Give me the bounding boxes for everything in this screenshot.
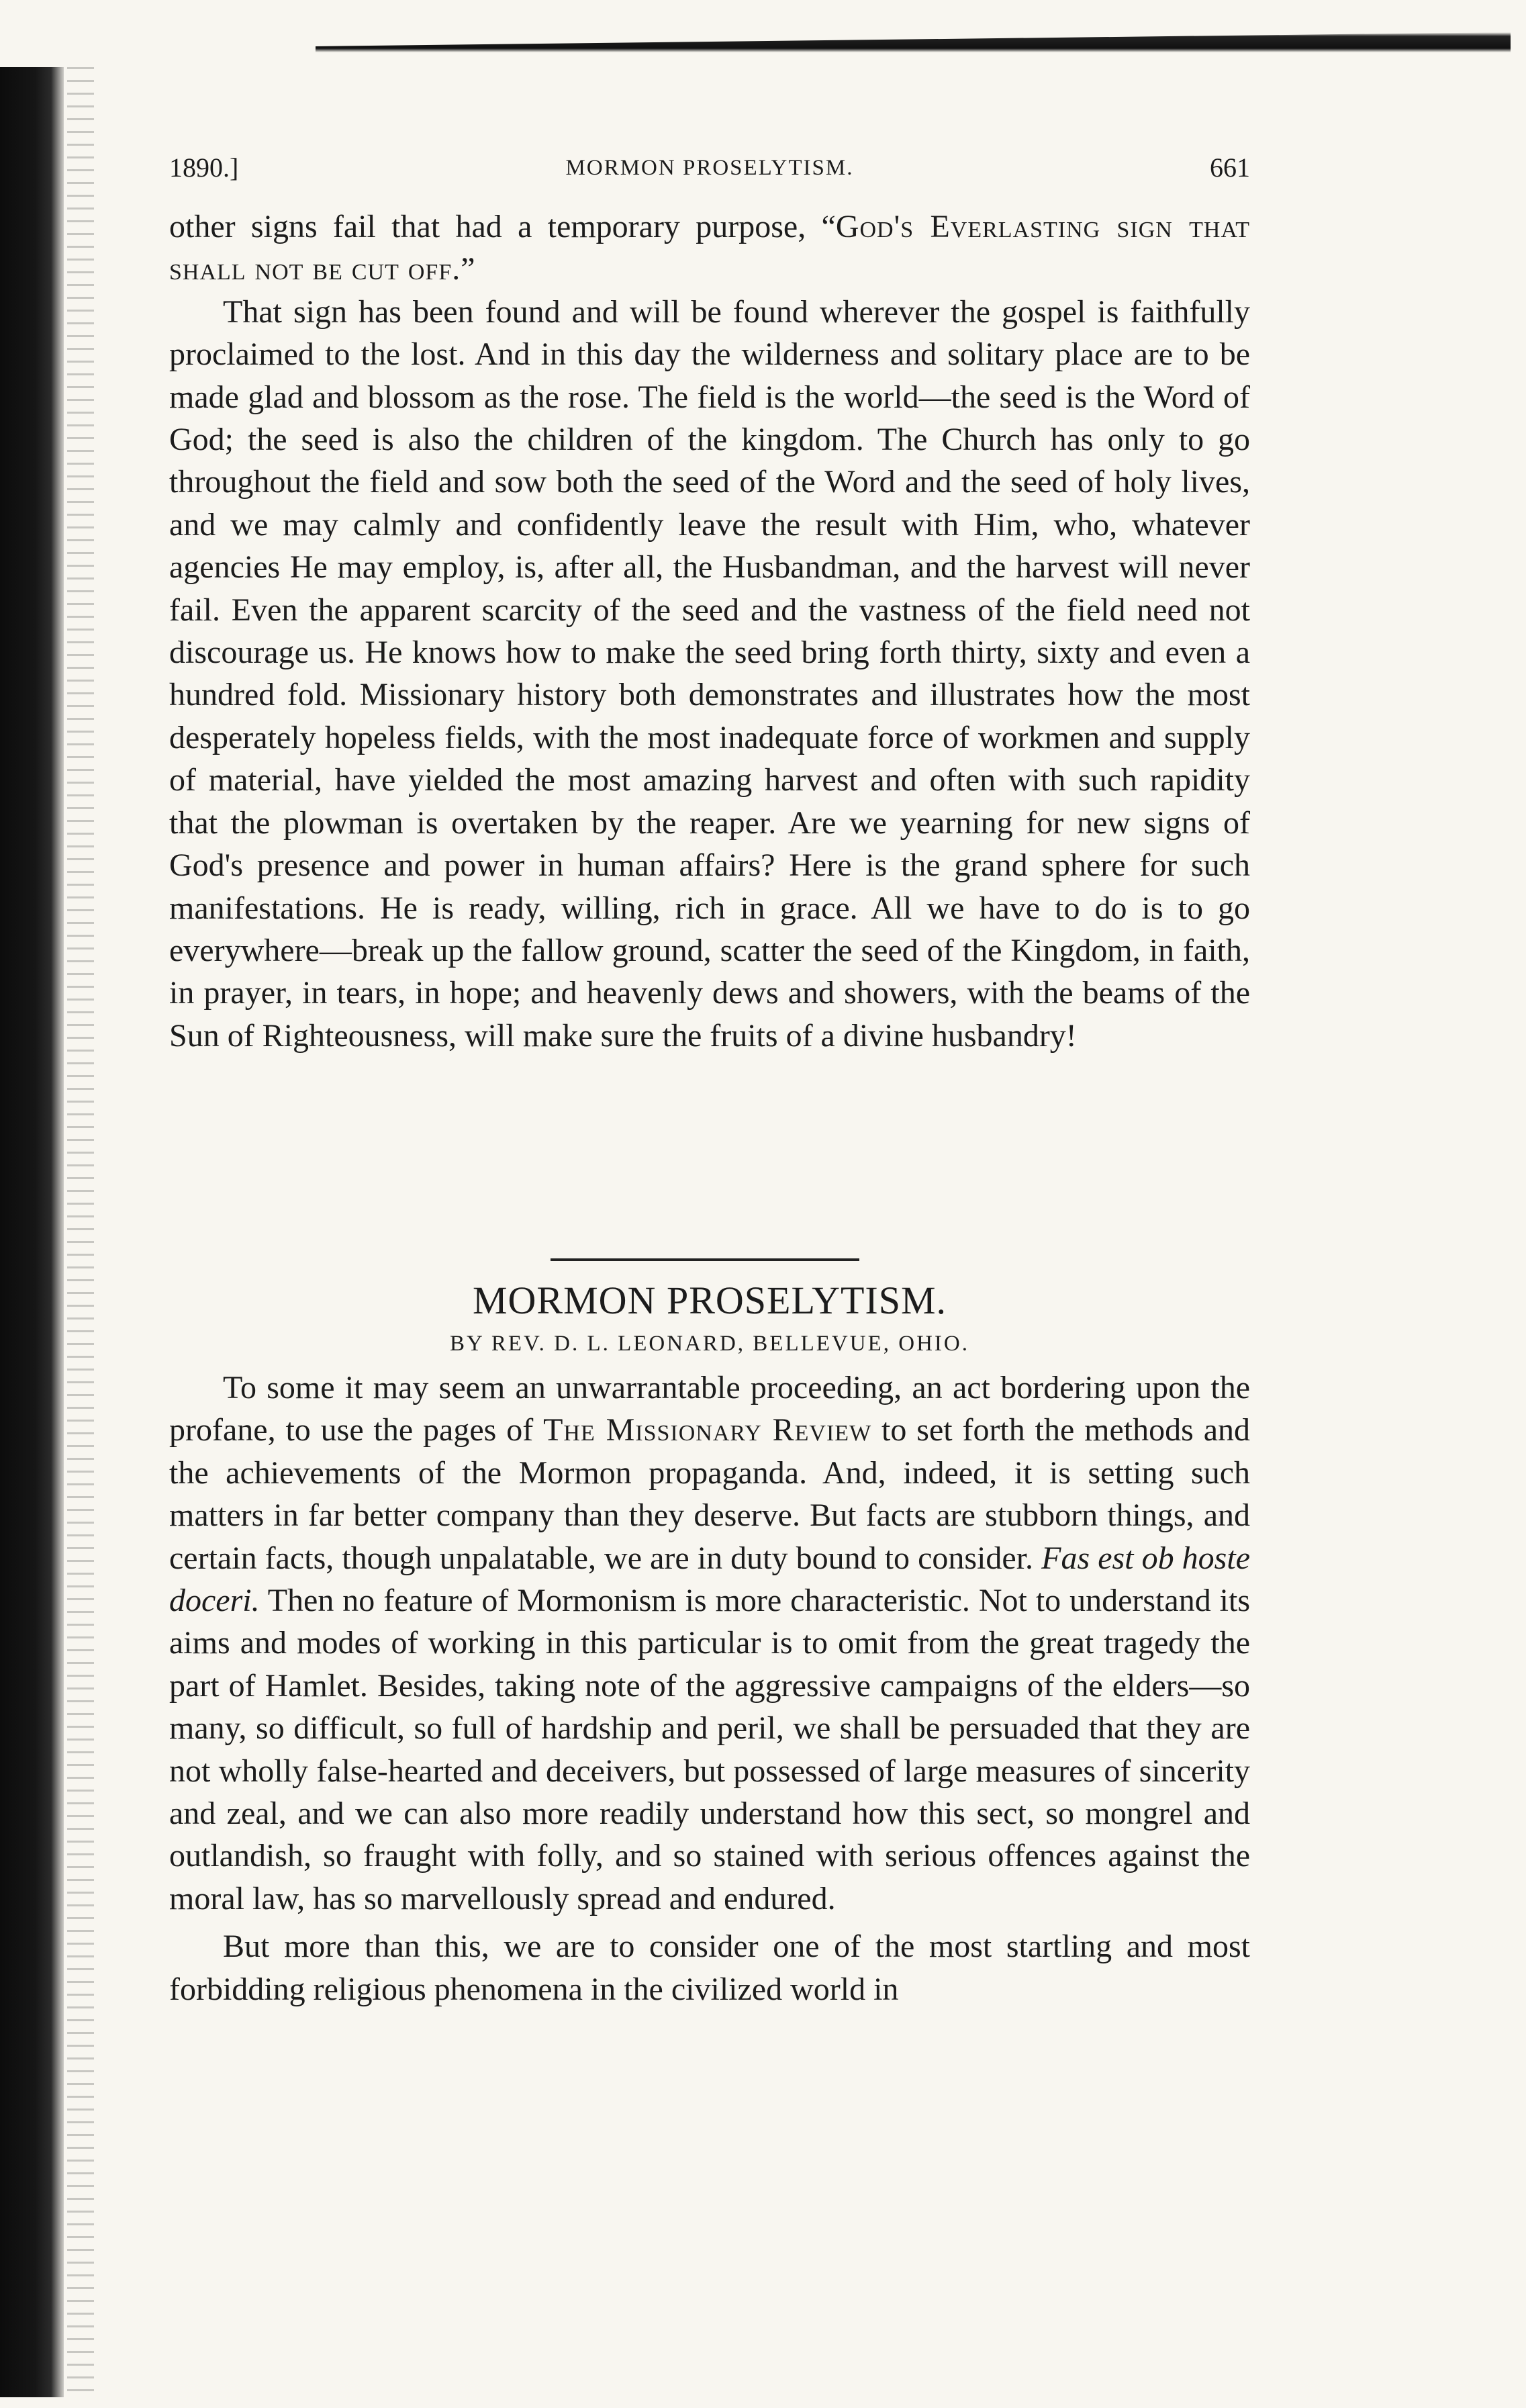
continued-paragraph-2: That sign has been found and will be found wherever the gospel is faithfully proclaimed to the lost. And in this day the wilderness and solitary place are to be made glad and blossom as the rose. The field is the world—the seed is the Word of God; the seed is also the children of the kingdom. The Church has only to go throughout the field and sow both the seed of the Word and the seed of holy lives, and we may calmly and confidently leave the result with Him, who, whatever agencies He may employ, is, after all, the Husbandman, and the harvest will never fail. Even the apparent scarcity of the seed and the vastness of the field need not discourage us. He knows how to make the seed bring forth thirty, sixty and even a hundred fold. Missionary history both demonstrates and illustrates how the most desperately hopeless fields, with the most inadequate force of workmen and supply of material, have yielded the most amazing harvest and often with such rapidity that the plowman is overtaken by the reaper. Are we yearning for new signs of God's presence and power in human affairs? Here is the grand sphere for such manifestations. He is ready, willing, rich in grace. All we have to do is to go everywhere—break up the fallow ground, scatter the seed of the Kingdom, in faith, in prayer, in tears, in hope; and heavenly dews and showers, with the beams of the Sun of Righteousness, will make sure the fruits of a divine husbandry! bbox=[169, 293, 1250, 1054]
article-p1-b: to set forth the methods and the achievements of the Mormon propaganda. And, indeed, it is setting such matters in far better company than they deserve. But facts are stubborn things, and certain facts, though unpalatable, we are in duty bound to consider. bbox=[169, 1412, 1251, 1576]
p1-close-quote: ” bbox=[461, 251, 475, 287]
journal-name: The Missionary Review bbox=[543, 1412, 872, 1448]
book-spine-shadow bbox=[0, 67, 101, 2397]
article-paragraph-2: But more than this, we are to consider one of the most startling and most forbidding religious phenomena in the civilized world in bbox=[169, 1929, 1250, 2007]
p1-line1: other signs fail that had a temporary purpose, “ bbox=[169, 209, 836, 244]
continued-text bbox=[169, 205, 1250, 1057]
article-p1-a: To some it may seem an unwarrantable proceeding, an act bordering upon the profane, to use the pages of bbox=[169, 1370, 1250, 1448]
running-header bbox=[169, 152, 1250, 192]
spine-speckle bbox=[67, 67, 94, 2397]
article-paragraph-1 bbox=[169, 1367, 1250, 1920]
section-divider bbox=[551, 1258, 859, 1261]
article-p1-c: Then no feature of Mormonism is more characteristic. Not to understand its aims and modes of working in this particular is to omit from the great tragedy the part of Hamlet. Besides, taking note of the aggressive campaigns of the elders—so many, so difficult, so full of hardship and peril, we shall be persuaded that they are not wholly false-hearted and deceivers, but possessed of large measures of sincerity and zeal, and we can also more readily understand how this sect, so mongrel and outlandish, so fraught with folly, and so stained with serious offences against the moral law, has so marvellously spread and endured. bbox=[169, 1583, 1250, 1916]
spine-dark-band bbox=[0, 67, 64, 2397]
latin-phrase: Fas est ob hoste doceri. bbox=[169, 1540, 1250, 1619]
header-running-title: MORMON PROSELYTISM. bbox=[565, 156, 854, 180]
article-byline: BY REV. D. L. LEONARD, BELLEVUE, OHIO. bbox=[450, 1332, 969, 1356]
p1-smallcaps-quote: God's Everlasting sign that shall not be cut off. bbox=[169, 209, 1251, 287]
page-number: 661 bbox=[1210, 152, 1250, 183]
scan-top-edge bbox=[316, 32, 1511, 52]
article-body bbox=[169, 1367, 1250, 2010]
article-title: MORMON PROSELYTISM. bbox=[472, 1279, 947, 1322]
continued-paragraph-1 bbox=[169, 205, 1250, 291]
header-year: 1890.] bbox=[169, 152, 239, 183]
